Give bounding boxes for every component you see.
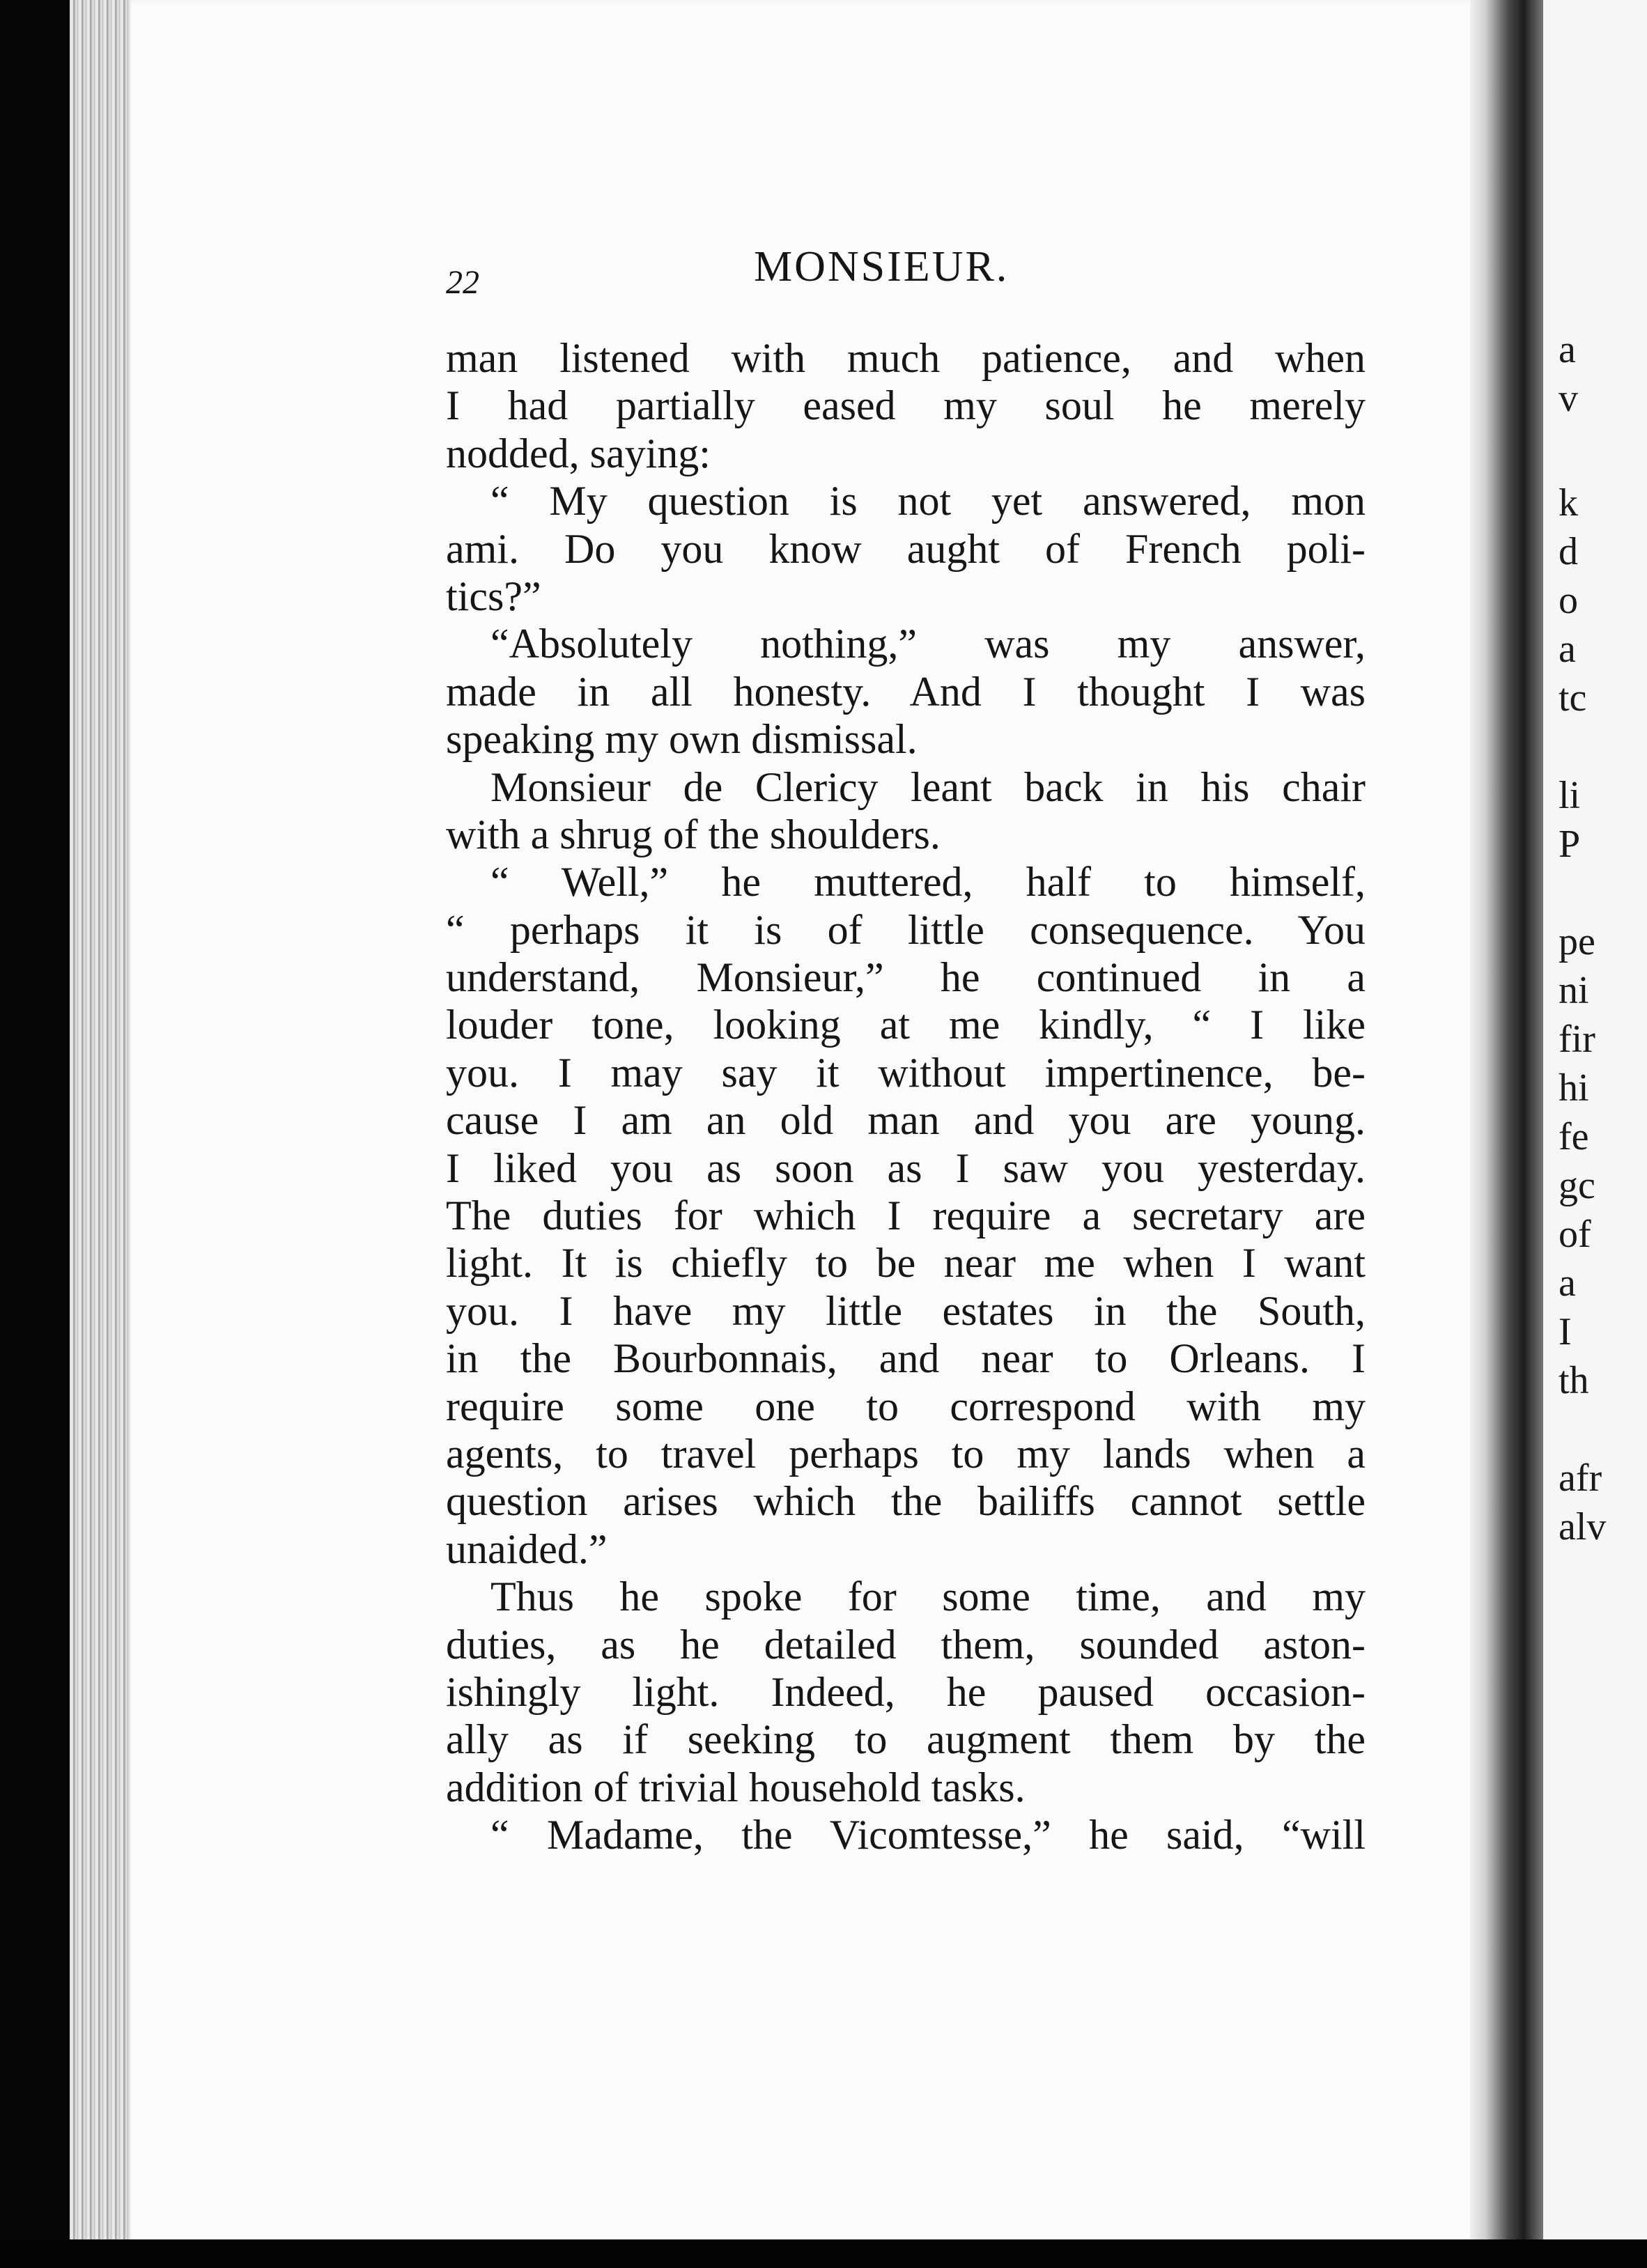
facing-page-fragment: a: [1559, 1261, 1576, 1305]
facing-page-fragment: ni: [1559, 969, 1589, 1012]
facing-page-fragment: v: [1559, 377, 1578, 420]
text-line: I liked you as soon as I saw you yesterday.: [446, 1144, 1366, 1191]
facing-page-fragment: I: [1559, 1310, 1572, 1353]
text-line: speaking my own dismissal.: [446, 716, 918, 763]
text-line: “ Well,” he muttered, half to himself,: [490, 859, 1366, 906]
text-line: ally as if seeking to augment them by the: [446, 1716, 1366, 1763]
scan-border-left: [0, 0, 70, 2268]
facing-page-fragment: of: [1559, 1213, 1591, 1256]
facing-page-fragment: tc: [1559, 676, 1587, 720]
text-line: question arises which the bailiffs cannot settle: [446, 1478, 1366, 1525]
text-line: duties, as he detailed them, sounded aston-: [446, 1621, 1366, 1668]
text-line: made in all honesty. And I thought I was: [446, 668, 1366, 715]
page-header: [0, 237, 1647, 306]
text-line: in the Bourbonnais, and near to Orleans. I: [446, 1335, 1366, 1382]
text-line: “ Madame, the Vicomtesse,” he said, “will: [490, 1812, 1366, 1858]
text-line: understand, Monsieur,” he continued in a: [446, 954, 1366, 1001]
text-line: Monsieur de Clericy leant back in his chair: [490, 763, 1366, 810]
text-line: light. It is chiefly to be near me when I want: [446, 1240, 1366, 1287]
facing-page-fragment: a: [1559, 628, 1576, 671]
text-line: cause I am an old man and you are young.: [446, 1097, 1366, 1144]
facing-page-fragment: gc: [1559, 1164, 1595, 1207]
facing-page-fragment: hi: [1559, 1066, 1589, 1110]
text-line: “ My question is not yet answered, mon: [490, 478, 1366, 525]
text-line: louder tone, looking at me kindly, “ I like: [446, 1002, 1366, 1048]
body-text: [446, 334, 1366, 1859]
text-line: you. I may say it without impertinence, be-: [446, 1049, 1366, 1096]
facing-page-fragment: fir: [1559, 1018, 1595, 1061]
facing-page-fragment: li: [1559, 774, 1581, 817]
text-line: “ perhaps it is of little consequence. You: [446, 906, 1366, 953]
text-line: ami. Do you know aught of French poli-: [446, 525, 1366, 572]
page-number: 22: [446, 264, 479, 301]
text-line: ishingly light. Indeed, he paused occasion-: [446, 1668, 1366, 1715]
text-line: addition of trivial household tasks.: [446, 1764, 1026, 1810]
facing-page-fragment: alv: [1559, 1505, 1607, 1548]
facing-page-fragment: o: [1559, 579, 1578, 622]
text-line: agents, to travel perhaps to my lands when a: [446, 1430, 1366, 1477]
text-line: The duties for which I require a secretary are: [446, 1193, 1366, 1239]
facing-page-fragment: a: [1559, 328, 1576, 371]
facing-page-fragment: P: [1559, 823, 1581, 866]
facing-page: [1543, 0, 1647, 2268]
page-edges: [70, 0, 139, 2268]
text-line: nodded, saying:: [446, 430, 711, 476]
book-gutter: [1470, 0, 1547, 2268]
running-title: MONSIEUR.: [754, 243, 1010, 290]
scan-border-bottom: [0, 2239, 1647, 2268]
facing-page-fragment: d: [1559, 530, 1578, 573]
facing-page-fragment: afr: [1559, 1457, 1602, 1500]
text-line: require some one to correspond with my: [446, 1383, 1366, 1429]
text-line: I had partially eased my soul he merely: [446, 382, 1366, 429]
facing-page-fragment: fe: [1559, 1115, 1589, 1158]
text-line: tics?”: [446, 573, 541, 619]
facing-page-fragment: pe: [1559, 920, 1595, 963]
facing-page-fragment: th: [1559, 1359, 1589, 1402]
text-line: “Absolutely nothing,” was my answer,: [490, 621, 1366, 667]
facing-page-fragment: k: [1559, 481, 1578, 525]
text-line: unaided.”: [446, 1525, 608, 1572]
text-line: you. I have my little estates in the South,: [446, 1287, 1366, 1334]
text-line: Thus he spoke for some time, and my: [490, 1574, 1366, 1620]
text-line: with a shrug of the shoulders.: [446, 811, 941, 857]
text-line: man listened with much patience, and when: [446, 335, 1366, 381]
